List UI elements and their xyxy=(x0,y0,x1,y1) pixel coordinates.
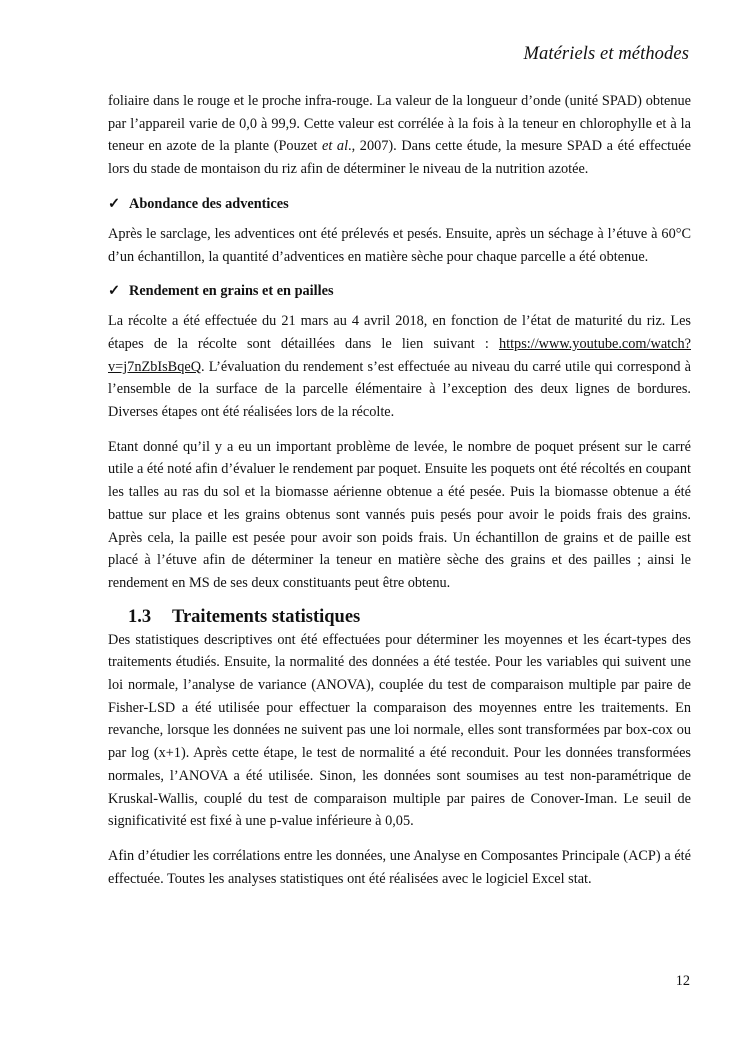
checkmark-icon: ✓ xyxy=(108,195,120,212)
heading-adventices xyxy=(108,193,691,215)
section-title: Traitements statistiques xyxy=(172,606,361,627)
section-number: 1.3 xyxy=(128,606,152,627)
heading-rendement-label: Rendement en grains et en pailles xyxy=(129,283,334,300)
paragraph-poquet: Etant donné qu’il y a eu un important problème de levée, le nombre de poquet présent sur le carré utile a été noté afin d’évaluer le rendement par poquet. Ensuite les poquets ont été récoltés en coupant les talles au ras du sol et la biomasse aérienne obtenue a été pesée. Puis la biomasse obtenue a été battue sur place et les grains obtenus sont vannés puis pesés pour avoir le poids frais des grains. Après cela, la paille est pesée pour avoir son poids frais. Un échantillon de grains et de paille est placé à l’étuve afin de déterminer la teneur en matière sèche des grains et des pailles ; ainsi le rendement en MS de ses deux constituants peut être obtenu. xyxy=(108,438,691,591)
heading-adventices-label: Abondance des adventices xyxy=(129,195,289,212)
paragraph-acp: Afin d’étudier les corrélations entre les données, une Analyse en Composantes Principale (ACP) a été effectuée. Toutes les analyses statistiques ont été réalisées avec le logiciel Excel stat. xyxy=(108,847,691,887)
paragraph-recolte: La récolte a été effectuée du 21 mars au 4 avril 2018, en fonction de l’état de maturité du riz. Les étapes de la récolte sont détaillées dans le lien suivant : https://www.youtube.com/watch?v=j7nZbIsBqeQ. L’évaluation du rendement s’est effectuée au niveau du carré utile qui correspond à l’ensemble de la surface de la parcelle élémentaire à l’exception des deux lignes de bordures. Diverses étapes ont été réalisées lors de la récolte. xyxy=(108,313,691,421)
youtube-link[interactable]: https://www.youtube.com/watch?v=j7nZbIsBqeQ xyxy=(108,335,691,375)
section-heading xyxy=(128,605,691,629)
page-number: 12 xyxy=(675,973,690,989)
paragraph-statistiques: Des statistiques descriptives ont été effectuées pour déterminer les moyennes et les écart-types des traitements étudiés. Ensuite, la normalité des données a été testée. Pour les variables qui suivent une loi normale, l’analyse de variance (ANOVA), couplée du test de comparaison multiple par paire de Fisher-LSD a été utilisée pour effectuer la comparaison des moyennes entre les traitements. En revanche, lorsque les données ne suivent pas une loi normale, elles sont transformées par box-cox ou par log (x+1). Après cette étape, le test de normalité a été reconduit. Pour les données transformées normales, l’ANOVA a été utilisée. Sinon, les données sont soumises au test non-paramétrique de Kruskal-Wallis, couplé du test de comparaison multiple par paires de Conover-Iman. Le seuil de significativité est fixé à une p-value inférieure à 0,05. xyxy=(108,631,691,830)
paragraph-adventices: Après le sarclage, les adventices ont été prélevés et pesés. Ensuite, après un séchage à l’étuve à 60°C d’un échantillon, la quantité d’adventices en matière sèche pour chaque parcelle a été obtenue. xyxy=(108,225,691,265)
checkmark-icon: ✓ xyxy=(108,283,120,300)
et-al-italic: et al xyxy=(322,138,349,155)
heading-rendement xyxy=(108,280,691,302)
running-header: Matériels et méthodes xyxy=(523,44,689,64)
paragraph-spad: foliaire dans le rouge et le proche infra-rouge. La valeur de la longueur d’onde (unité SPAD) obtenue par l’appareil varie de 0,0 à 99,9. Cette valeur est corrélée à la fois à la teneur en chlorophylle et à la teneur en azote de la plante (Pouzet et al., 2007). Dans cette étude, la mesure SPAD a été effectuée lors du stade de montaison du riz afin de déterminer le niveau de la nutrition azotée. xyxy=(108,93,691,178)
page-content xyxy=(108,90,691,902)
